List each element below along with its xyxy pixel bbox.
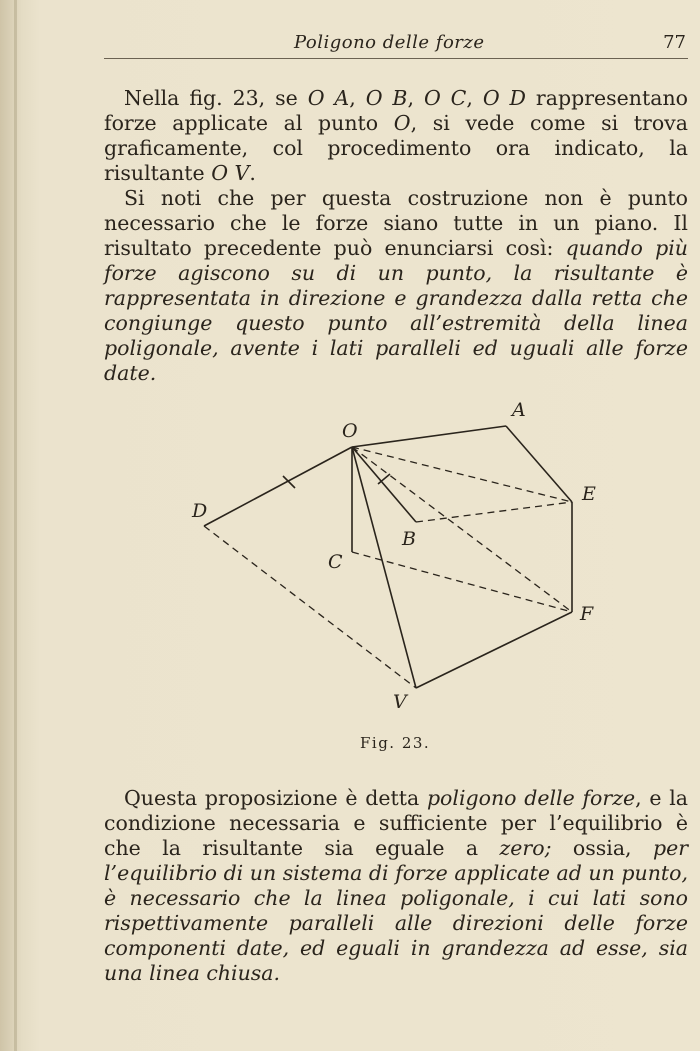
p3-text-3: ossia, <box>551 836 653 860</box>
paragraph-3 <box>104 786 688 986</box>
segment-a-e <box>506 426 572 502</box>
p1-force-oc: O C <box>423 86 467 110</box>
p1-force-ob: O B <box>365 86 408 110</box>
label-d: D <box>192 500 208 522</box>
page-gutter <box>14 0 17 1051</box>
force-polygon-diagram <box>180 390 620 720</box>
segment-o-v <box>352 447 416 688</box>
p1-force-oa: O A <box>307 86 350 110</box>
p2-italic-statement: quando più forze agiscono su di un punto, la risultante è rappresentata in direzione e grandezza dalla retta che congiunge questo punto all’estremità della linea poligonale, avente i lati paralleli ed uguali alle forze date. <box>104 236 688 385</box>
p1-text-2: rappresentano forze applicate al punto <box>104 86 688 135</box>
segment-d-o <box>204 447 352 526</box>
p2-text: Si noti che per questa costruzione non è punto necessario che le forze siano tutte in un piano. Il risultato precedente può enunciarsi così: <box>104 186 688 260</box>
p1-sep-1: , <box>349 86 366 110</box>
p1-sep-2: , <box>407 86 424 110</box>
page-number: 77 <box>663 32 686 53</box>
p3-text-2: , e la condizione necessaria e sufficiente per l’equilibrio è che la risultante sia eguale a <box>104 786 688 860</box>
figure-caption: Fig. 23. <box>360 734 431 752</box>
label-f: F <box>580 603 594 625</box>
label-b: B <box>402 528 416 550</box>
label-o: O <box>342 420 358 442</box>
label-e: E <box>582 483 596 505</box>
p1-sep-3: , <box>466 86 483 110</box>
dashed-o-e <box>352 447 572 502</box>
p3-italic-statement: per l’equilibrio di un sistema di forze applicate ad un punto, è necessario che la linea poligonale, i cui lati sono rispettivamente paralleli alle direzioni delle forze componenti date, ed eguali in grandezza ad esse, sia una linea chiusa. <box>104 836 689 985</box>
p1-text-3: , si vede come si trova graficamente, col procedimento ora indicato, la risultante <box>104 111 688 185</box>
p1-text-1: Nella fig. 23, se <box>124 86 308 110</box>
running-title: Poligono delle forze <box>294 32 485 53</box>
running-header <box>104 28 688 59</box>
p3-zero: zero; <box>499 836 552 860</box>
label-a: A <box>512 399 526 421</box>
dashed-d-v <box>204 526 416 688</box>
label-c: C <box>328 551 343 573</box>
segment-f-v <box>416 612 572 688</box>
paragraph-2 <box>104 186 688 386</box>
dashed-o-f <box>352 447 572 612</box>
dashed-c-f <box>352 552 572 612</box>
p1-point-o: O <box>393 111 411 135</box>
p3-text-1: Questa proposizione è detta <box>124 786 427 810</box>
p3-term: poligono delle forze <box>426 786 636 810</box>
paragraph-1 <box>104 86 688 186</box>
force-polygon-figure <box>180 390 620 720</box>
p1-text-4: . <box>249 161 256 185</box>
p1-force-od: O D <box>482 86 526 110</box>
p1-resultant-ov: O V <box>211 161 250 185</box>
segment-o-a <box>352 426 506 447</box>
label-v: V <box>393 691 407 713</box>
